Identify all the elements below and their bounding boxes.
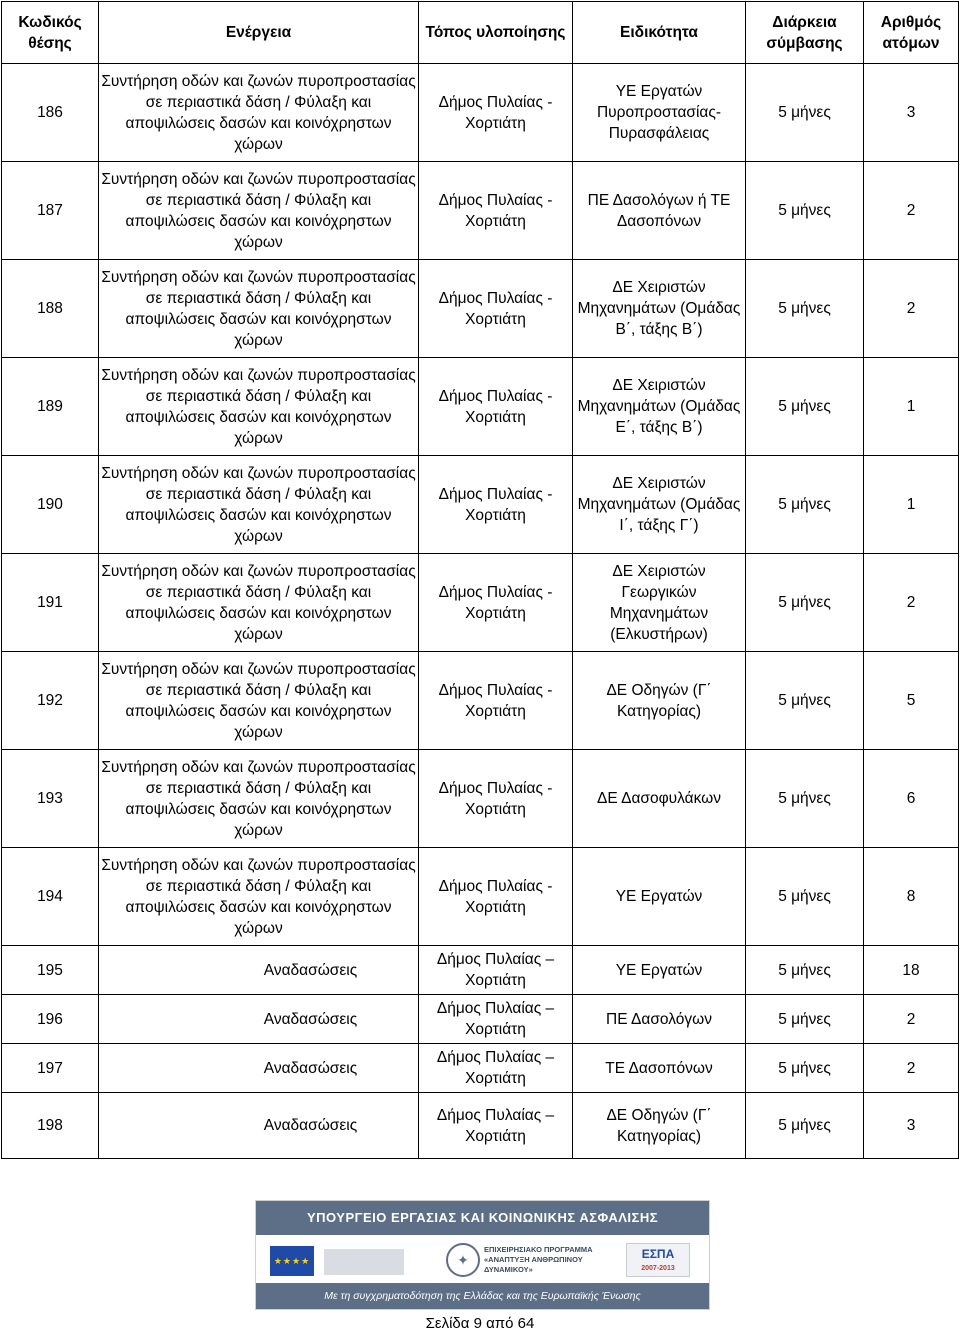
cell-code: 193 bbox=[2, 750, 99, 848]
espa-logo bbox=[626, 1243, 690, 1277]
cell-action: Συντήρηση οδών και ζωνών πυροπροστασίας σε περιαστικά δάση / Φύλαξη και αποψιλώσεις δασών και κοινόχρηστων χώρων bbox=[99, 456, 419, 554]
cell-persons: 2 bbox=[864, 162, 959, 260]
header-duration: Διάρκεια σύμβασης bbox=[746, 2, 864, 64]
cell-place: Δήμος Πυλαίας – Χορτιάτη bbox=[419, 946, 573, 995]
table-header-row bbox=[2, 2, 959, 64]
header-persons: Αριθμός ατόμων bbox=[864, 2, 959, 64]
cell-specialty: ΥΕ Εργατών Πυροπροστασίας-Πυρασφάλειας bbox=[573, 64, 746, 162]
table-row bbox=[2, 358, 959, 456]
table-row bbox=[2, 554, 959, 652]
cell-place: Δήμος Πυλαίας - Χορτιάτη bbox=[419, 554, 573, 652]
cell-persons: 2 bbox=[864, 554, 959, 652]
cell-code: 189 bbox=[2, 358, 99, 456]
compass-logo-icon: ✦ bbox=[446, 1243, 480, 1277]
cell-code: 190 bbox=[2, 456, 99, 554]
cell-place: Δήμος Πυλαίας – Χορτιάτη bbox=[419, 1044, 573, 1093]
cell-code: 192 bbox=[2, 652, 99, 750]
cell-specialty: ΔΕ Χειριστών Μηχανημάτων (Ομάδας Ε΄, τάξης Β΄) bbox=[573, 358, 746, 456]
cell-specialty: ΥΕ Εργατών bbox=[573, 946, 746, 995]
cell-specialty: ΔΕ Χειριστών Γεωργικών Μηχανημάτων (Ελκυστήρων) bbox=[573, 554, 746, 652]
table-row bbox=[2, 848, 959, 946]
header-specialty: Ειδικότητα bbox=[573, 2, 746, 64]
eu-flag-icon: ★★★★ bbox=[270, 1246, 314, 1276]
cell-specialty: ΔΕ Οδηγών (Γ΄ Κατηγορίας) bbox=[573, 652, 746, 750]
cell-duration: 5 μήνες bbox=[746, 162, 864, 260]
cell-persons: 2 bbox=[864, 995, 959, 1044]
cell-duration: 5 μήνες bbox=[746, 1044, 864, 1093]
banner-cofinance: Με τη συγχρηματοδότηση της Ελλάδας και της Ευρωπαϊκής Ένωσης bbox=[256, 1283, 709, 1309]
header-action: Ενέργεια bbox=[99, 2, 419, 64]
cell-specialty: ΥΕ Εργατών bbox=[573, 848, 746, 946]
cell-persons: 1 bbox=[864, 456, 959, 554]
cell-action: Συντήρηση οδών και ζωνών πυροπροστασίας σε περιαστικά δάση / Φύλαξη και αποψιλώσεις δασών και κοινόχρηστων χώρων bbox=[99, 64, 419, 162]
cell-action: Συντήρηση οδών και ζωνών πυροπροστασίας σε περιαστικά δάση / Φύλαξη και αποψιλώσεις δασών και κοινόχρηστων χώρων bbox=[99, 848, 419, 946]
table-row bbox=[2, 162, 959, 260]
cell-place: Δήμος Πυλαίας – Χορτιάτη bbox=[419, 1093, 573, 1159]
cell-specialty: ΠΕ Δασολόγων ή ΤΕ Δασοπόνων bbox=[573, 162, 746, 260]
banner-ministry-title: ΥΠΟΥΡΓΕΙΟ ΕΡΓΑΣΙΑΣ ΚΑΙ ΚΟΙΝΩΝΙΚΗΣ ΑΣΦΑΛΙΣΗΣ bbox=[256, 1201, 709, 1235]
cell-specialty: ΔΕ Δασοφυλάκων bbox=[573, 750, 746, 848]
cell-place: Δήμος Πυλαίας - Χορτιάτη bbox=[419, 64, 573, 162]
cell-action: Συντήρηση οδών και ζωνών πυροπροστασίας σε περιαστικά δάση / Φύλαξη και αποψιλώσεις δασών και κοινόχρηστων χώρων bbox=[99, 358, 419, 456]
header-code: Κωδικός θέσης bbox=[2, 2, 99, 64]
cell-duration: 5 μήνες bbox=[746, 64, 864, 162]
table-row bbox=[2, 995, 959, 1044]
cell-place: Δήμος Πυλαίας - Χορτιάτη bbox=[419, 456, 573, 554]
cell-code: 198 bbox=[2, 1093, 99, 1159]
cell-duration: 5 μήνες bbox=[746, 554, 864, 652]
funding-banner bbox=[255, 1200, 710, 1310]
cell-action-text: Αναδασώσεις bbox=[263, 961, 358, 979]
cell-specialty: ΠΕ Δασολόγων bbox=[573, 995, 746, 1044]
cell-place: Δήμος Πυλαίας - Χορτιάτη bbox=[419, 750, 573, 848]
cell-duration: 5 μήνες bbox=[746, 652, 864, 750]
cell-action bbox=[99, 946, 419, 995]
table-row bbox=[2, 456, 959, 554]
table-row bbox=[2, 260, 959, 358]
cell-place: Δήμος Πυλαίας - Χορτιάτη bbox=[419, 358, 573, 456]
banner-program: ΕΠΙΧΕΙΡΗΣΙΑΚΟ ΠΡΟΓΡΑΜΜΑ «ΑΝΑΠΤΥΞΗ ΑΝΘΡΩΠΙΝΟΥ ΔΥΝΑΜΙΚΟΥ» bbox=[484, 1245, 593, 1274]
cell-persons: 8 bbox=[864, 848, 959, 946]
ministry-logo-icon bbox=[324, 1249, 404, 1275]
cell-place: Δήμος Πυλαίας - Χορτιάτη bbox=[419, 848, 573, 946]
cell-specialty: ΔΕ Χειριστών Μηχανημάτων (Ομάδας Ι΄, τάξης Γ΄) bbox=[573, 456, 746, 554]
table-row bbox=[2, 1093, 959, 1159]
cell-duration: 5 μήνες bbox=[746, 260, 864, 358]
cell-persons: 5 bbox=[864, 652, 959, 750]
cell-code: 186 bbox=[2, 64, 99, 162]
cell-place: Δήμος Πυλαίας – Χορτιάτη bbox=[419, 995, 573, 1044]
cell-specialty: ΤΕ Δασοπόνων bbox=[573, 1044, 746, 1093]
header-place: Τόπος υλοποίησης bbox=[419, 2, 573, 64]
cell-action-text: Αναδασώσεις bbox=[263, 1010, 358, 1028]
cell-duration: 5 μήνες bbox=[746, 946, 864, 995]
cell-code: 197 bbox=[2, 1044, 99, 1093]
cell-duration: 5 μήνες bbox=[746, 995, 864, 1044]
cell-code: 195 bbox=[2, 946, 99, 995]
cell-code: 188 bbox=[2, 260, 99, 358]
cell-code: 196 bbox=[2, 995, 99, 1044]
cell-code: 191 bbox=[2, 554, 99, 652]
cell-persons: 6 bbox=[864, 750, 959, 848]
cell-duration: 5 μήνες bbox=[746, 1093, 864, 1159]
cell-duration: 5 μήνες bbox=[746, 848, 864, 946]
cell-specialty: ΔΕ Χειριστών Μηχανημάτων (Ομάδας Β΄, τάξης Β΄) bbox=[573, 260, 746, 358]
cell-persons: 3 bbox=[864, 1093, 959, 1159]
cell-action: Συντήρηση οδών και ζωνών πυροπροστασίας σε περιαστικά δάση / Φύλαξη και αποψιλώσεις δασών και κοινόχρηστων χώρων bbox=[99, 652, 419, 750]
table-row bbox=[2, 946, 959, 995]
cell-duration: 5 μήνες bbox=[746, 358, 864, 456]
cell-action: Συντήρηση οδών και ζωνών πυροπροστασίας σε περιαστικά δάση / Φύλαξη και αποψιλώσεις δασών και κοινόχρηστων χώρων bbox=[99, 750, 419, 848]
cell-action: Συντήρηση οδών και ζωνών πυροπροστασίας σε περιαστικά δάση / Φύλαξη και αποψιλώσεις δασών και κοινόχρηστων χώρων bbox=[99, 554, 419, 652]
cell-action: Συντήρηση οδών και ζωνών πυροπροστασίας σε περιαστικά δάση / Φύλαξη και αποψιλώσεις δασών και κοινόχρηστων χώρων bbox=[99, 162, 419, 260]
cell-duration: 5 μήνες bbox=[746, 456, 864, 554]
cell-action bbox=[99, 995, 419, 1044]
cell-action: Συντήρηση οδών και ζωνών πυροπροστασίας σε περιαστικά δάση / Φύλαξη και αποψιλώσεις δασών και κοινόχρηστων χώρων bbox=[99, 260, 419, 358]
cell-persons: 3 bbox=[864, 64, 959, 162]
cell-persons: 18 bbox=[864, 946, 959, 995]
cell-place: Δήμος Πυλαίας - Χορτιάτη bbox=[419, 260, 573, 358]
page-footer: Σελίδα 9 από 64 bbox=[425, 1315, 535, 1332]
cell-action-text: Αναδασώσεις bbox=[263, 1117, 358, 1134]
espa-label: ΕΣΠΑ bbox=[641, 1247, 675, 1261]
cell-action bbox=[99, 1044, 419, 1093]
table-row bbox=[2, 750, 959, 848]
cell-place: Δήμος Πυλαίας - Χορτιάτη bbox=[419, 162, 573, 260]
cell-code: 194 bbox=[2, 848, 99, 946]
cell-place: Δήμος Πυλαίας - Χορτιάτη bbox=[419, 652, 573, 750]
cell-code: 187 bbox=[2, 162, 99, 260]
table-row bbox=[2, 1044, 959, 1093]
cell-action bbox=[99, 1093, 419, 1159]
cell-persons: 2 bbox=[864, 260, 959, 358]
table-row bbox=[2, 64, 959, 162]
table-row bbox=[2, 652, 959, 750]
cell-persons: 2 bbox=[864, 1044, 959, 1093]
positions-table bbox=[1, 1, 959, 1159]
cell-action-text: Αναδασώσεις bbox=[263, 1059, 358, 1077]
cell-persons: 1 bbox=[864, 358, 959, 456]
cell-specialty: ΔΕ Οδηγών (Γ΄ Κατηγορίας) bbox=[573, 1093, 746, 1159]
cell-duration: 5 μήνες bbox=[746, 750, 864, 848]
espa-years: 2007-2013 bbox=[641, 1265, 675, 1272]
